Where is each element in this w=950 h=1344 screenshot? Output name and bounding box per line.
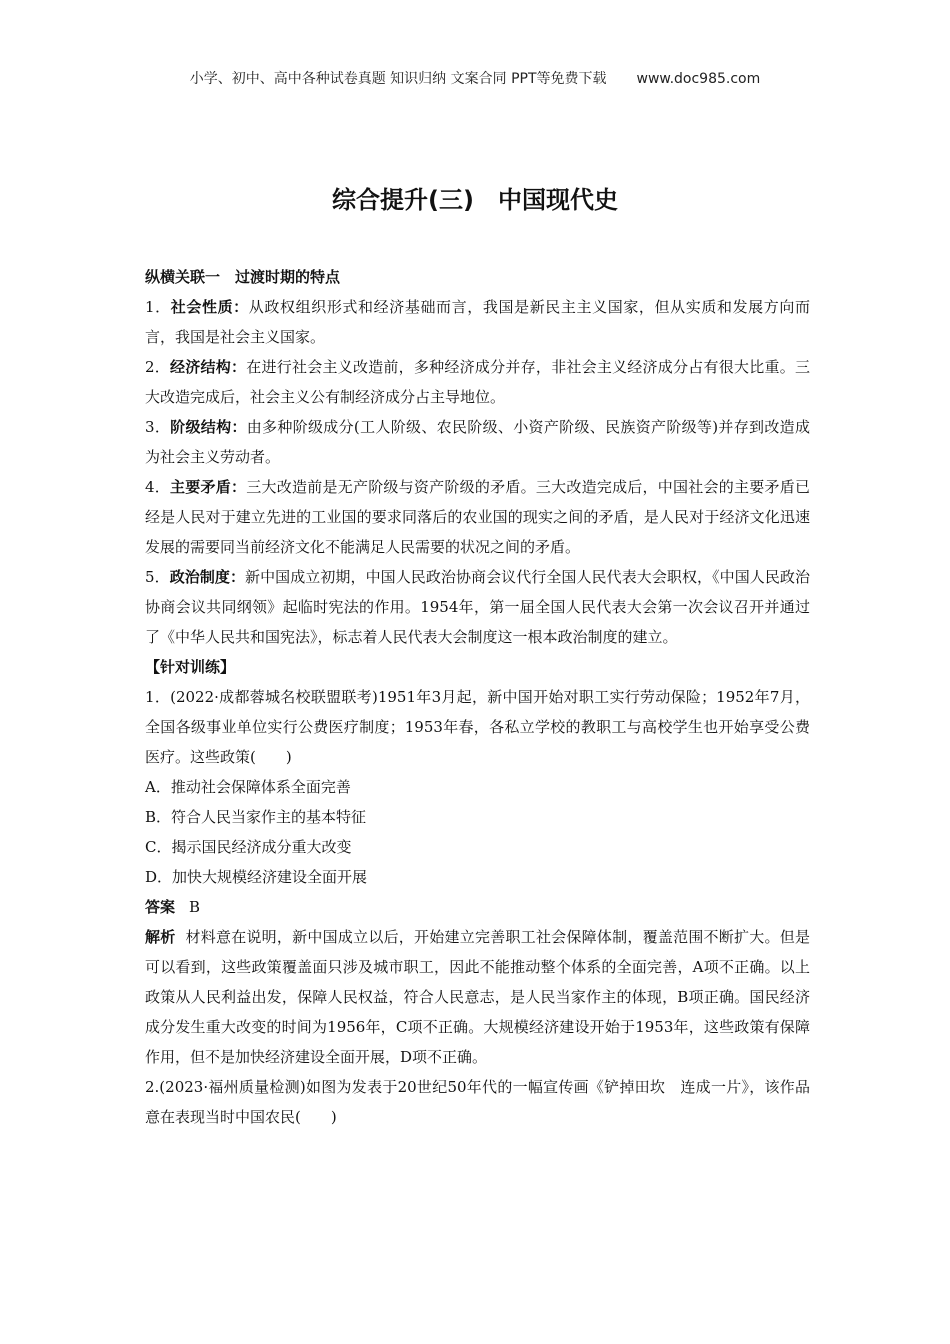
point-num: 3． [145,418,171,436]
point-label: 阶级结构： [170,418,247,436]
point-num: 5． [145,568,170,586]
option-d: D．加快大规模经济建设全面开展 [145,868,368,886]
page-header [0,68,950,88]
point-label: 主要矛盾： [170,478,247,496]
question-1-stem: 1．(2022·成都蓉城名校联盟联考)1951年3月起，新中国开始对职工实行劳动保险；1952年7月，全国各级事业单位实行公费医疗制度；1953年春，各私立学校的教职工与高校学生也开始享受公费医疗。这些政策( ) [145,688,810,766]
section-heading: 纵横关联一 过渡时期的特点 [145,268,341,286]
point-4 [145,472,810,562]
point-2 [145,352,810,412]
option-a: A．推动社会保障体系全面完善 [145,778,351,796]
explanation-text: 材料意在说明，新中国成立以后，开始建立完善职工社会保障体制，覆盖范围不断扩大。但是可以看到，这些政策覆盖面只涉及城市职工，因此不能推动整个体系的全面完善，A项不正确。以上政策从人民利益出发，保障人民权益，符合人民意志，是人民当家作主的体现，B项正确。国民经济成分发生重大改变的时间为1956年，C项不正确。大规模经济建设开始于1953年，这些政策有保障作用，但不是加快经济建设全面开展，D项不正确。 [145,928,810,1066]
option-b: B．符合人民当家作主的基本特征 [145,808,367,826]
point-num: 2． [145,358,171,376]
answer-value: B [189,898,201,916]
question-2-stem: 2.(2023·福州质量检测)如图为发表于20世纪50年代的一幅宣传画《铲掉田坎 连成一片》，该作品意在表现当时中国农民( ) [145,1078,810,1126]
training-heading: 【针对训练】 [145,658,236,676]
point-text: 三大改造前是无产阶级与资产阶级的矛盾。三大改造完成后，中国社会的主要矛盾已经是人民对于建立先进的工业国的要求同落后的农业国的现实之间的矛盾，是人民对于经济文化迅速发展的需要同当前经济文化不能满足人民需要的状况之间的矛盾。 [145,478,810,556]
header-text: 小学、初中、高中各种试卷真题 知识归纳 文案合同 PPT等免费下载 [189,71,607,87]
point-text: 从政权组织形式和经济基础而言，我国是新民主主义国家，但从实质和发展方向而言，我国是社会主义国家。 [145,298,810,346]
point-5 [145,562,810,652]
point-text: 新中国成立初期，中国人民政治协商会议代行全国人民代表大会职权，《中国人民政治协商会议共同纲领》起临时宪法的作用。1954年，第一届全国人民代表大会第一次会议召开并通过了《中华人民共和国宪法》，标志着人民代表大会制度这一根本政治制度的建立。 [145,568,810,646]
document-body [145,262,810,1132]
point-label: 经济结构： [170,358,247,376]
point-text: 由多种阶级成分(工人阶级、农民阶级、小资产阶级、民族资产阶级等)并存到改造成为社会主义劳动者。 [145,418,810,466]
option-c: C．揭示国民经济成分重大改变 [145,838,352,856]
explanation-label: 解析 [145,928,176,946]
explanation [145,922,810,1072]
point-num: 1． [145,298,171,316]
page-title: 综合提升(三) 中国现代史 [332,186,618,214]
point-num: 4． [145,478,171,496]
answer-label: 答案 [145,898,176,916]
point-1 [145,292,810,352]
answer-line [145,892,810,922]
point-3 [145,412,810,472]
point-label: 政治制度： [169,568,246,586]
point-text: 在进行社会主义改造前，多种经济成分并存，非社会主义经济成分占有很大比重。三大改造完成后，社会主义公有制经济成分占主导地位。 [145,358,810,406]
header-url[interactable]: www.doc985.com [636,71,761,87]
point-label: 社会性质： [170,298,249,316]
